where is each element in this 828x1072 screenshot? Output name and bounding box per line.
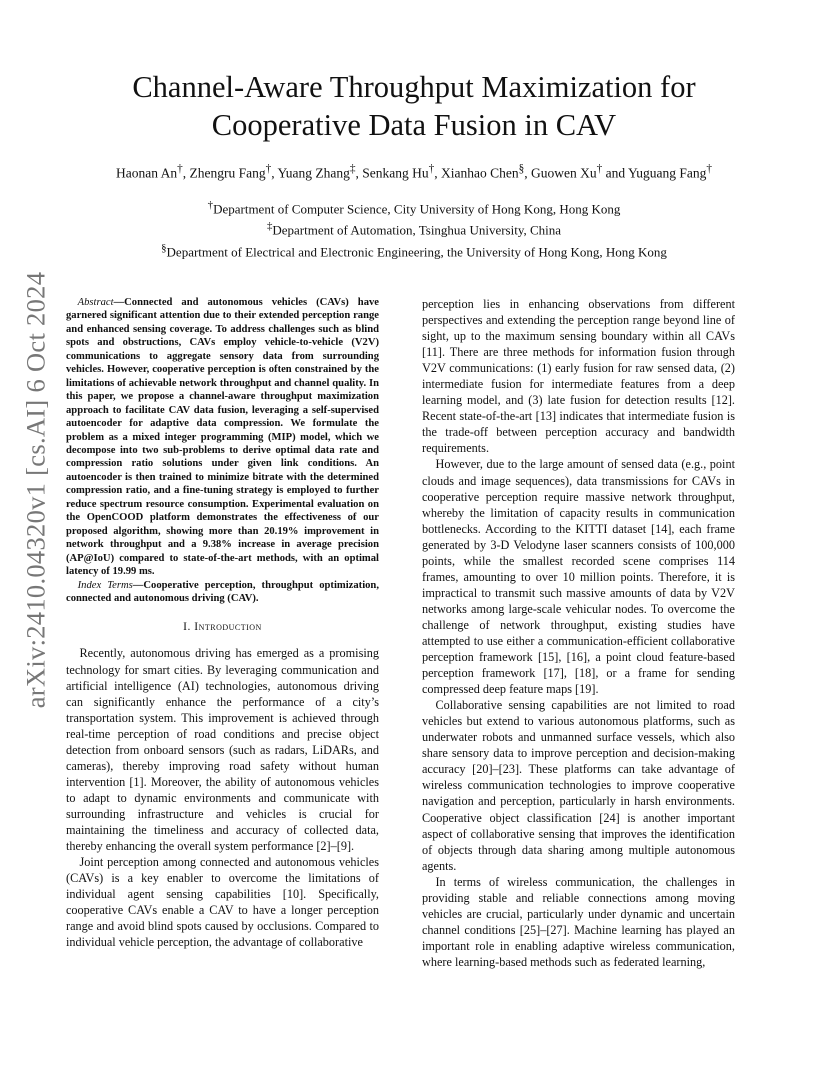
abstract-text: —Connected and autonomous vehicles (CAVs) have garnered significant attention due to their extended perception range and enhanced sensing coverage. To address challenges such as blind spots and obstructions, CAVs employ vehicle-to-vehicle (V2V) communications to aggregate sensory data from surrounding vehicles. However, cooperative perception is often constrained by the limitations of achievable network throughput and channel quality. In this paper, we propose a channel-aware throughput maximization approach to facilitate CAV data fusion, leveraging a self-supervised autoencoder for adaptive data compression. We formulate the problem as a mixed integer programming (MIP) model, which we decompose into two sub-problems to derive optimal data rate and compression ratio solutions under given link conditions. An autoencoder is then trained to minimize bitrate with the determined compression ratio, and a fine-tuning strategy is employed to further reduce spectrum resource consumption. Experimental evaluation on the OpenCOOD platform demonstrates the effectiveness of our proposed algorithm, showing more than 20.19% improvement in network throughput and a 9.38% increase in average precision (AP@IoU) compared to state-of-the-art methods, with an optimal latency of 19.99 ms. <box>66 297 379 578</box>
author-mark: † <box>596 163 603 175</box>
author-mark: § <box>518 163 525 175</box>
author-mark: † <box>428 163 435 175</box>
abstract <box>66 296 379 579</box>
body-paragraph: Recently, autonomous driving has emerged as a promising technology for smart cities. By leveraging communication and artificial intelligence (AI) technologies, autonomous driving can significantly enhance the performance of a city’s transportation system. This improvement is achieved through real-time perception of road conditions and precise object detection from onboard sensors (such as radars, LiDARs, and cameras), thereby improving road safety without human intervention [1]. Moreover, the ability of autonomous vehicles to adapt to dynamic environments and communicate with surrounding infrastructure and vehicles is crucial for maintaining the timeliness and accuracy of collected data, thereby enhancing the overall system performance [2]–[9]. <box>66 646 379 854</box>
body-paragraph: However, due to the large amount of sensed data (e.g., point clouds and image sequences), data transmissions for CAVs in cooperative perception require massive network throughput, whereby the limitation of capacity results in communication bottlenecks. According to the KITTI dataset [14], each frame generated by 3-D Velodyne laser scanners consists of 100,000 points, while the smallest recorded scene comprises 114 frames, amounting to over 10 million points. Therefore, it is impractical to transmit such massive amounts of data by V2V networks among large-scale vehicular nodes. To overcome the challenge of network throughput, existing studies have attempted to use either a communication-efficient collaborative perception framework [15], [16], a point cloud feature-based perception framework [17], [18], or a frame for sending compressed deep feature maps [19]. <box>422 457 735 697</box>
author: Yuguang Fang <box>627 165 707 181</box>
affiliation-3 <box>0 242 828 260</box>
affiliation-text: Department of Automation, Tsinghua University, China <box>272 222 562 238</box>
index-terms <box>66 579 379 606</box>
author-mark: ‡ <box>349 163 356 175</box>
author: Haonan An <box>116 165 178 181</box>
author-mark: † <box>177 163 183 175</box>
section-number: I. <box>183 621 191 634</box>
author: Zhengru Fang <box>189 165 266 181</box>
affiliation-text: Department of Electrical and Electronic Engineering, the University of Hong Kong, Hong Kong <box>166 244 667 260</box>
author: Yuang Zhang <box>277 165 350 181</box>
author: Xianhao Chen <box>440 165 519 181</box>
index-terms-label: Index Terms <box>77 579 133 591</box>
author-mark: † <box>706 163 712 175</box>
arxiv-stamp <box>14 271 58 709</box>
affiliation-2 <box>0 220 828 238</box>
body-paragraph: Collaborative sensing capabilities are not limited to road vehicles but extend to various autonomous platforms, such as underwater robots and unmanned surface vessels, which also share sensory data to improve perception and decision-making accuracy [20]–[23]. These platforms can take advantage of wireless communication technologies to improve cooperative navigation and perception, particularly in harsh environments. Cooperative object classification [24] is another important aspect of collaborative sensing that improves the identification of objects through data sharing among multiple autonomous agents. <box>422 698 735 873</box>
affiliation-text: Department of Computer Science, City University of Hong Kong, Hong Kong <box>213 201 621 217</box>
section-title: Introduction <box>194 621 262 634</box>
left-column <box>66 296 379 950</box>
author: Guowen Xu <box>530 165 597 181</box>
author: Senkang Hu <box>362 165 429 181</box>
affiliation-1 <box>0 199 828 217</box>
arxiv-stamp-text: arXiv:2410.04320v1 [cs.AI] 6 Oct 2024 <box>20 271 51 709</box>
author-list: Haonan An†, Zhengru Fang†, Yuang Zhang‡, Senkang Hu†, Xianhao Chen§, Guowen Xu† and Yuguang Fang† <box>116 163 712 181</box>
author-mark: † <box>265 163 272 175</box>
body-paragraph: In terms of wireless communication, the challenges in providing stable and reliable connections among moving vehicles are crucial, particularly under dynamic and uncertain channel conditions [25]–[27]. Machine learning has played an important role in enabling adaptive wireless communication, where learning-based methods such as federated learning, <box>422 874 735 969</box>
body-paragraph: perception lies in enhancing observations from different perspectives and extending the perception range beyond line of sight, up to the maximum sensing boundary within all CAVs [11]. There are three methods for information fusion through V2V communications: (1) early fusion for raw sensed data, (2) intermediate fusion for intermediate features from a deep learning model, and (3) late fusion for detection results [12]. Recent state-of-the-art [13] indicates that intermediate fusion is the trade-off between perception accuracy and bandwidth requirements. <box>422 297 735 456</box>
index-terms-text: —Cooperative perception, throughput optimization, connected and autonomous driving (CAV). <box>66 579 379 604</box>
body-paragraph: Joint perception among connected and autonomous vehicles (CAVs) is a key enabler to overcome the limitations of individual agent sensing capabilities [10]. Specifically, cooperative CAVs enable a CAV to have a longer perception range and avoid blind spots caused by occlusions. Compared to individual vehicle perception, the advantage of collaborative <box>66 855 379 950</box>
affiliation-mark: § <box>161 242 167 254</box>
section-heading <box>66 619 379 635</box>
affiliation-mark: † <box>207 199 214 211</box>
title-line-1: Channel-Aware Throughput Maximization for <box>132 70 696 104</box>
title-line-2: Cooperative Data Fusion in CAV <box>211 108 617 142</box>
abstract-label: Abstract <box>77 297 114 308</box>
affiliation-mark: ‡ <box>266 220 273 232</box>
right-column <box>422 296 735 970</box>
paper-title <box>0 68 828 144</box>
